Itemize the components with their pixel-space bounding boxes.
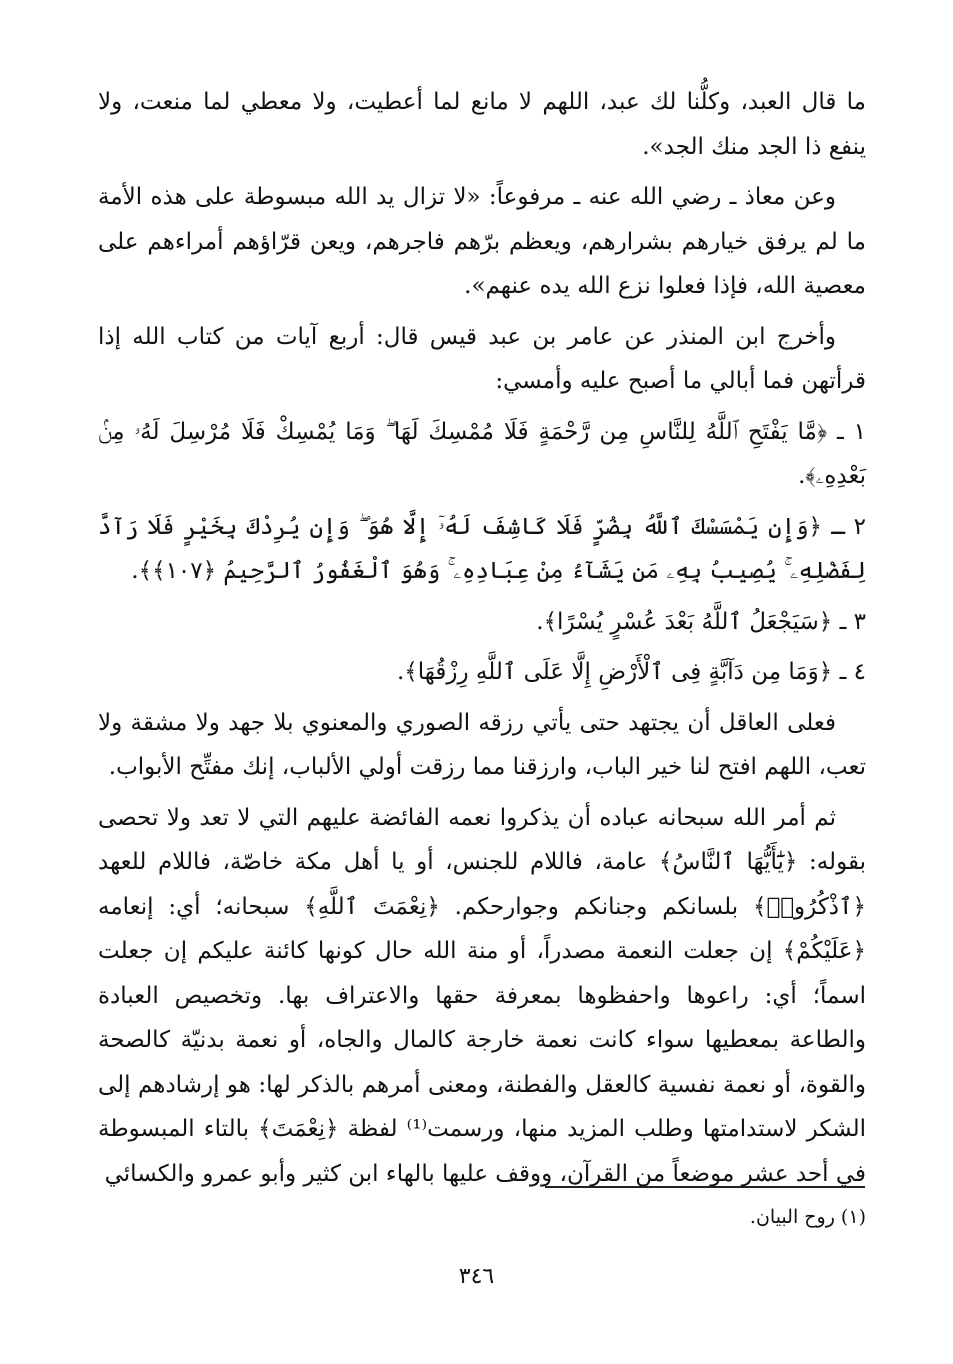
paragraph-5: ثم أمر الله سبحانه عباده أن يذكروا نعمه الفائضة عليهم التي لا تعد ولا تحصى بقوله: ﴿يَٰٓأَيُّهَا ٱلنَّاسُ﴾ عامة، فاللام للجنس، أو يا أهل مكة خاصّة، فاللام للعهد ﴿ٱذْكُرُوا۟﴾ بلسانكم وجنانكم وجوارحكم. ﴿نِعْمَتَ ٱللَّهِ﴾ سبحانه؛ أي: إنعامه ﴿عَلَيْكُمْ﴾ إن جعلت النعمة مصدراً، أو منة الله حال كونها كائنة عليكم إن جعلت اسماً؛ أي: راعوها واحفظوها بمعرفة حقها والاعتراف بها. وتخصيص العبادة والطاعة بمعطيها سواء كانت نعمة خارجة كالمال والجاه، أو نعمة بدنيّة كالصحة والقوة، أو نعمة نفسية كالعقل والفطنة، ومعنى أمرهم بالذكر لها: هو إرشادهم إلى الشكر لاستدامتها وطلب المزيد منها، ورسمت⁽¹⁾ لفظة ﴿نِعْمَتَ﴾ بالتاء المبسوطة في أحد عشر موضعاً من القرآن، ووقف عليها بالهاء ابن كثير وأبو عمرو والكسائي — [98, 804, 866, 1187]
page-body — [98, 80, 866, 1202]
paragraph-4: فعلى العاقل أن يجتهد حتى يأتي رزقه الصوري والمعنوي بلا جهد ولا مشقة ولا تعب، اللهم افتح لنا خير الباب، وارزقنا مما رزقت أولي الألباب، إنك مفتِّح الأبواب. — [98, 709, 866, 780]
paragraph-1: ما قال العبد، وكلُّنا لك عبد، اللهم لا مانع لما أعطيت، ولا معطي لما منعت، ولا ينفع ذا الجد منك الجد». — [98, 89, 866, 160]
footnote-divider — [545, 1186, 865, 1188]
verse-3: ٣ ـ ﴿سَيَجْعَلُ ٱللَّهُ بَعْدَ عُسْرٍ يُسْرًا﴾. — [536, 608, 866, 635]
footnote: (١) روح البيان. — [749, 1206, 866, 1228]
paragraph-3: وأخرج ابن المنذر عن عامر بن عبد قيس قال: أربع آيات من كتاب الله إذا قرأتهن فما أبالي ما أصبح عليه وأمسي: — [98, 323, 866, 394]
verse-2: ٢ ـ ﴿وَإِن يَمْسَسْكَ ٱللَّهُ بِضُرٍّ فَلَا كَاشِفَ لَهُۥٓ إِلَّا هُوَ ۖ وَإِن يُرِدْكَ بِخَيْرٍ فَلَا رَآدَّ لِفَضْلِهِۦ ۚ يُصِيبُ بِهِۦ مَن يَشَآءُ مِنْ عِبَادِهِۦ ۚ وَهُوَ ٱلْغَفُورُ ٱلرَّحِيمُ ﴿١٠٧﴾﴾. — [98, 513, 866, 584]
verse-4: ٤ ـ ﴿وَمَا مِن دَآبَّةٍ فِى ٱلْأَرْضِ إِلَّا عَلَى ٱللَّهِ رِزْقُهَا﴾. — [396, 659, 866, 685]
page-number: ٣٤٦ — [458, 1264, 495, 1289]
paragraph-2: وعن معاذ ـ رضي الله عنه ـ مرفوعاً: «لا تزال يد الله مبسوطة على هذه الأمة ما لم يرفق خيارهم بشرارهم، ويعظم برّهم فاجرهم، ويعن قرّاؤهم أمراءهم على معصية الله، فإذا فعلوا نزع الله يده عنهم». — [98, 184, 866, 299]
verse-1: ١ ـ ﴿مَّا يَفْتَحِ ٱللَّهُ لِلنَّاسِ مِن رَّحْمَةٍ فَلَا مُمْسِكَ لَهَا ۖ وَمَا يُمْسِكْ فَلَا مُرْسِلَ لَهُۥ مِنۢ بَعْدِهِۦ﴾. — [98, 418, 866, 489]
